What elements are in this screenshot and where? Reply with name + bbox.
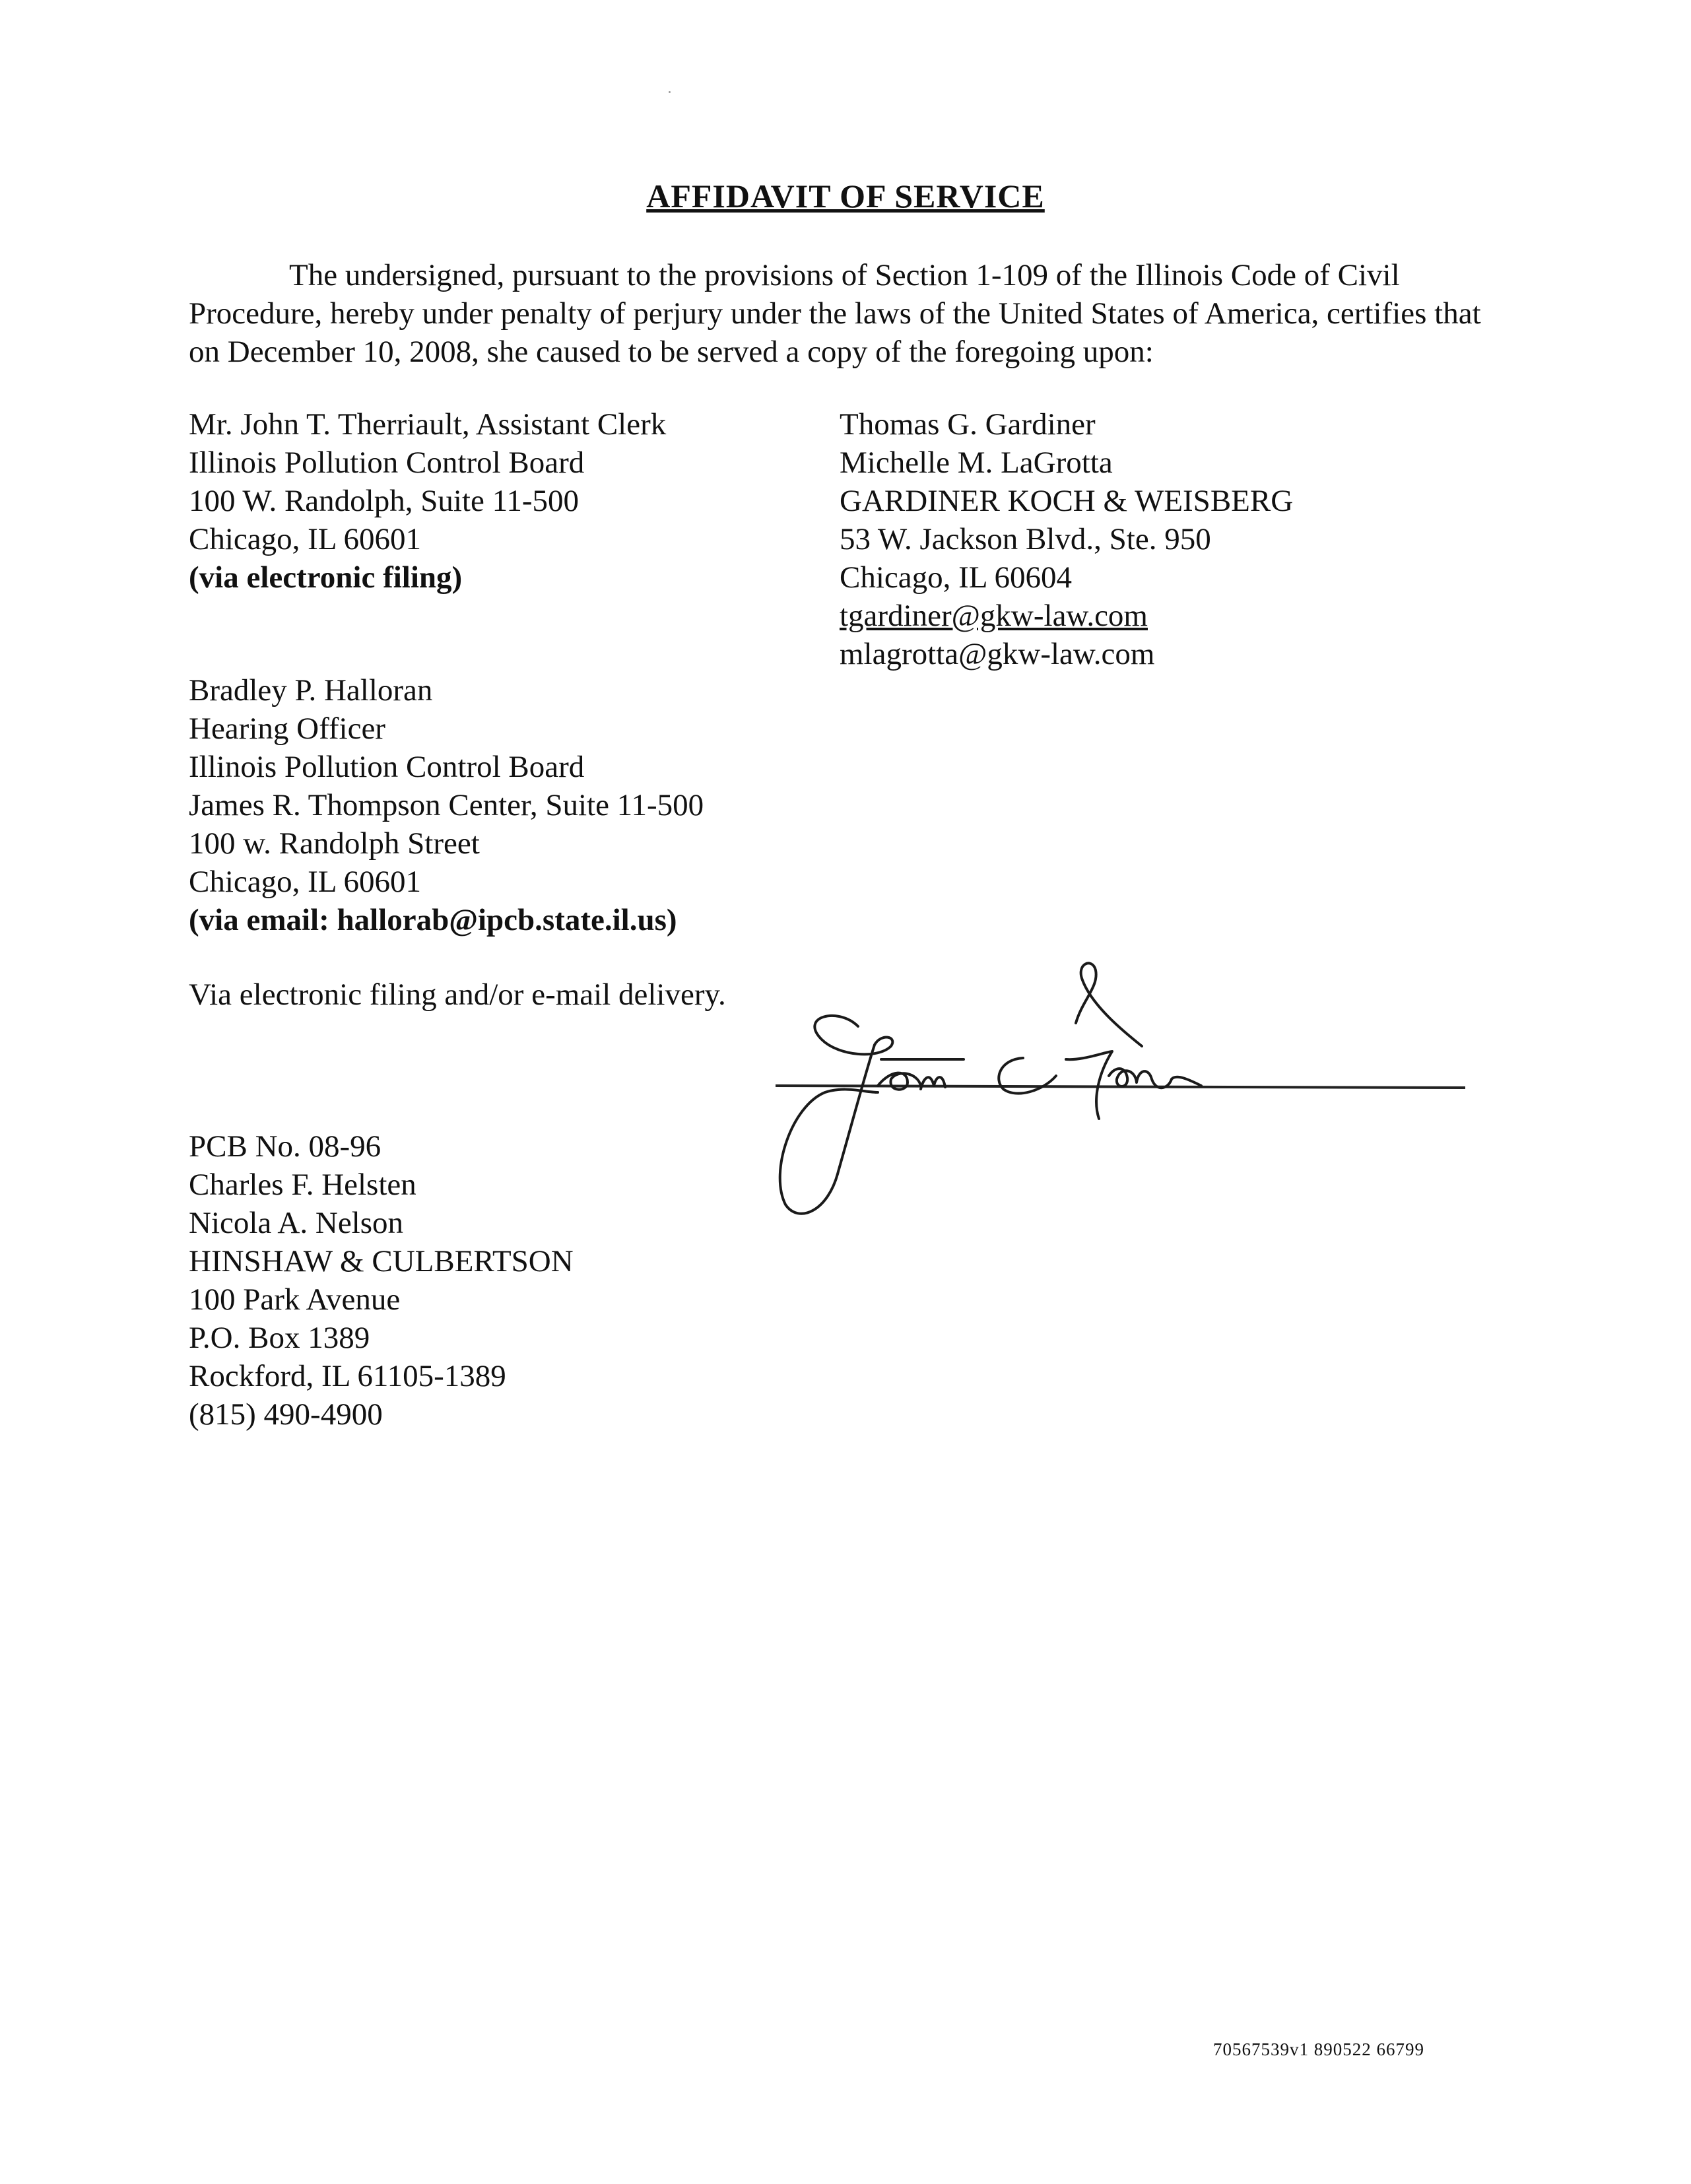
delivery-note [189,976,726,1014]
recipient-org: Illinois Pollution Control Board [189,446,585,480]
delivery-note-text: Via electronic filing and/or e-mail delivery. [189,977,726,1012]
recipient-pobox: P.O. Box 1389 [189,1321,370,1355]
recipient-city: Chicago, IL 60601 [189,865,421,899]
recipient-firm: HINSHAW & CULBERTSON [189,1244,574,1278]
recipient-name: Bradley P. Halloran [189,673,433,708]
recipient-name-1: Thomas G. Gardiner [840,407,1096,442]
recipient-street: 100 Park Avenue [189,1282,401,1317]
signature-scrawl [780,963,1201,1213]
document-footer-code: 70567539v1 890522 66799 [1213,2039,1424,2059]
email-link[interactable]: tgardiner@gkw-law.com [840,599,1148,633]
signature [766,960,1472,1238]
delivery-method: (via email: hallorab@ipcb.state.il.us) [189,903,677,937]
delivery-method: (via electronic filing) [189,560,463,595]
recipient-building: James R. Thompson Center, Suite 11-500 [189,788,704,822]
scan-speck [669,91,671,93]
recipient-hinshaw [189,1127,574,1434]
recipient-name: Mr. John T. Therriault, Assistant Clerk [189,407,667,442]
recipient-hearing-officer [189,671,704,939]
case-number: PCB No. 08-96 [189,1129,381,1164]
recipient-city: Chicago, IL 60604 [840,560,1072,595]
recipient-title: Hearing Officer [189,711,385,746]
intro-paragraph [189,256,1482,371]
recipient-gardiner [840,405,1293,673]
recipient-city: Rockford, IL 61105-1389 [189,1359,506,1393]
recipient-name-2: Nicola A. Nelson [189,1206,404,1240]
recipient-phone: (815) 490-4900 [189,1397,383,1432]
recipient-firm: GARDINER KOCH & WEISBERG [840,484,1294,518]
recipient-street: 53 W. Jackson Blvd., Ste. 950 [840,522,1211,556]
recipient-name-2: Michelle M. LaGrotta [840,446,1113,480]
recipient-street: 100 w. Randolph Street [189,826,480,861]
email-text: mlagrotta@gkw-law.com [840,637,1155,671]
document-title: AFFIDAVIT OF SERVICE [646,178,1045,215]
recipient-org: Illinois Pollution Control Board [189,750,585,784]
recipient-city: Chicago, IL 60601 [189,522,421,556]
recipient-street: 100 W. Randolph, Suite 11-500 [189,484,579,518]
intro-text: The undersigned, pursuant to the provisions of Section 1-109 of the Illinois Code of Civil Procedure, hereby under penalty of perjury under the laws of the United States of America, certifies that on December 10, 2008, she caused to be served a copy of the foregoing upon: [189,258,1481,369]
recipient-name-1: Charles F. Helsten [189,1168,416,1202]
recipient-clerk [189,405,666,597]
